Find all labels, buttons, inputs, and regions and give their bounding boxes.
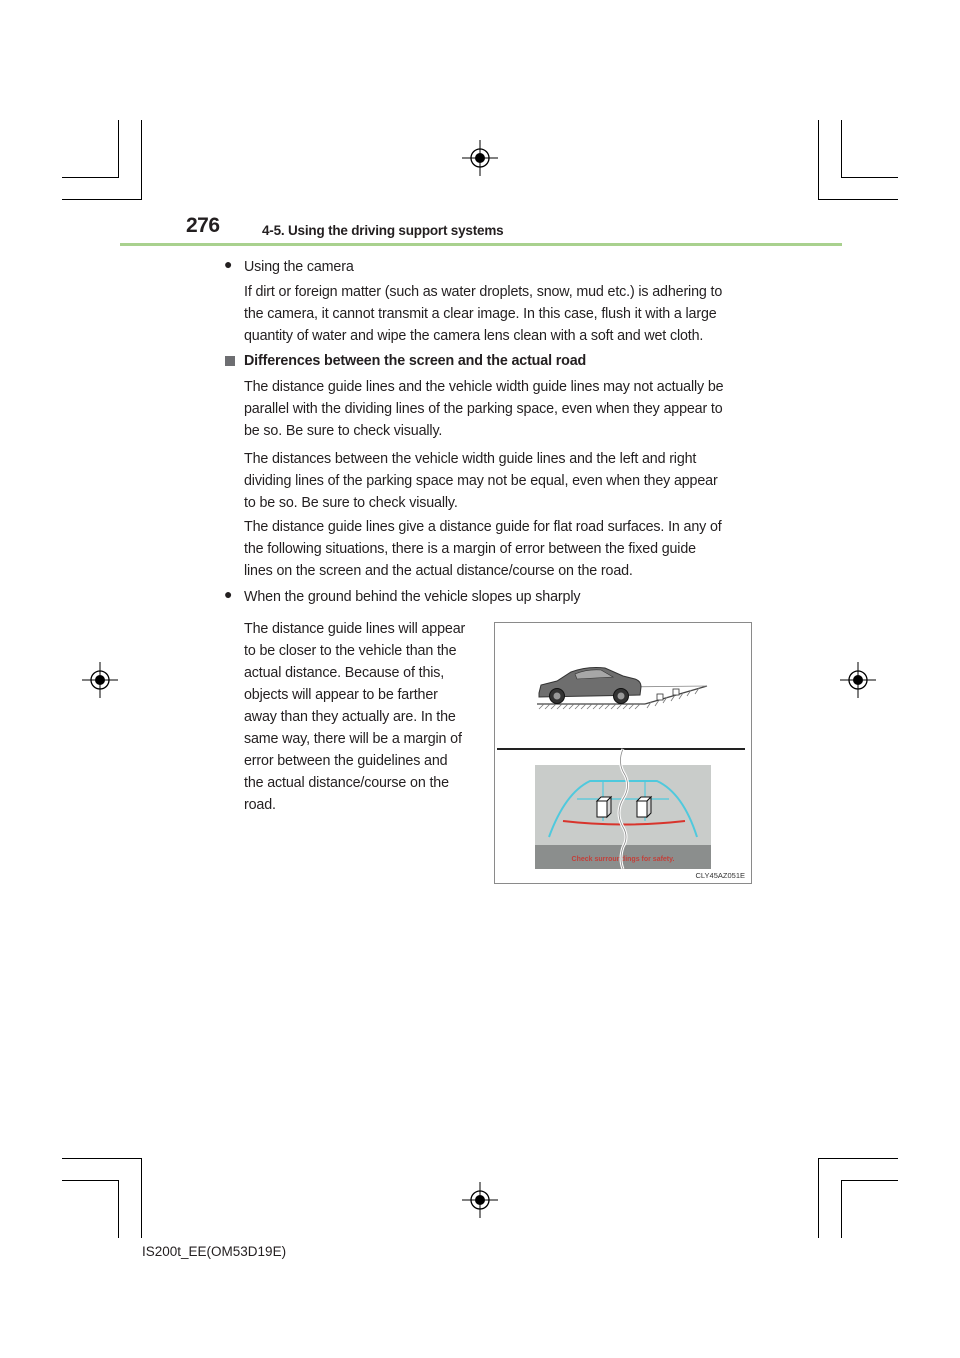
paragraph-using-camera: [244, 281, 746, 347]
bullet-title-using-camera: Using the camera: [244, 259, 354, 275]
crop-mark: [141, 1158, 142, 1238]
registration-mark-icon: [840, 662, 876, 698]
text-line: to be so. Be sure to check visually.: [244, 495, 458, 511]
crop-mark: [62, 177, 119, 178]
text-line: If dirt or foreign matter (such as water droplets, snow, mud etc.) is adhering to: [244, 284, 723, 300]
paragraph-differences-1: [244, 376, 746, 442]
paragraph-slopes: [244, 618, 481, 816]
crop-mark: [62, 1180, 119, 1181]
text-line: dividing lines of the parking space may not be equal, even when they appear: [244, 473, 718, 489]
illustration-svg: [495, 623, 751, 883]
text-line: The distance guide lines give a distance guide for flat road surfaces. In any of: [244, 519, 722, 535]
header-rule: [120, 243, 842, 246]
text-line: The distance guide lines and the vehicle width guide lines may not actually be: [244, 379, 724, 395]
registration-mark-icon: [462, 1182, 498, 1218]
text-line: error between the guidelines and: [244, 753, 448, 769]
crop-mark: [62, 199, 142, 200]
text-line: same way, there will be a margin of: [244, 731, 462, 747]
bullet-icon: ●: [224, 586, 233, 602]
text-line: the following situations, there is a margin of error between the fixed guide: [244, 541, 696, 557]
text-line: parallel with the dividing lines of the parking space, even when they appear to: [244, 401, 723, 417]
bullet-title-slopes: When the ground behind the vehicle slopes up sharply: [244, 589, 581, 605]
registration-mark-icon: [82, 662, 118, 698]
text-line: to be closer to the vehicle than the: [244, 643, 457, 659]
text-line: lines on the screen and the actual distance/course on the road.: [244, 563, 633, 579]
crop-mark: [841, 120, 842, 178]
text-line: The distance guide lines will appear: [244, 621, 466, 637]
text-line: quantity of water and wipe the camera lens clean with a soft and wet cloth.: [244, 328, 704, 344]
crop-mark: [141, 120, 142, 200]
bullet-icon: ●: [224, 256, 233, 272]
crop-mark: [118, 120, 119, 178]
crop-mark: [118, 1180, 119, 1238]
text-line: be so. Be sure to check visually.: [244, 423, 443, 439]
section-heading-differences: Differences between the screen and the actual road: [244, 353, 587, 369]
section-square-icon: [225, 356, 235, 366]
footer-doc-code: IS200t_EE(OM53D19E): [142, 1244, 287, 1259]
text-line: the camera, it cannot transmit a clear image. In this case, flush it with a large: [244, 306, 717, 322]
text-line: The distances between the vehicle width guide lines and the left and right: [244, 451, 697, 467]
crop-mark: [841, 1180, 842, 1238]
text-line: away than they actually are. In the: [244, 709, 456, 725]
crop-mark: [841, 1180, 898, 1181]
text-line: actual distance. Because of this,: [244, 665, 445, 681]
text-line: the actual distance/course on the: [244, 775, 449, 791]
paragraph-differences-3: [244, 516, 746, 582]
crop-mark: [841, 177, 898, 178]
text-line: road.: [244, 797, 276, 813]
illustration-slope-camera: [494, 622, 752, 884]
crop-mark: [818, 199, 898, 200]
screen-message: Check surroundings for safety.: [571, 856, 675, 863]
crop-mark: [62, 1158, 142, 1159]
crop-mark: [818, 1158, 819, 1238]
paragraph-differences-2: [244, 448, 746, 514]
page-number: 276: [186, 214, 220, 237]
section-title: 4-5. Using the driving support systems: [262, 223, 504, 238]
text-line: objects will appear to be farther: [244, 687, 438, 703]
crop-mark: [818, 120, 819, 200]
registration-mark-icon: [462, 140, 498, 176]
crop-mark: [818, 1158, 898, 1159]
figure-code: CLY45AZ051E: [695, 871, 745, 880]
